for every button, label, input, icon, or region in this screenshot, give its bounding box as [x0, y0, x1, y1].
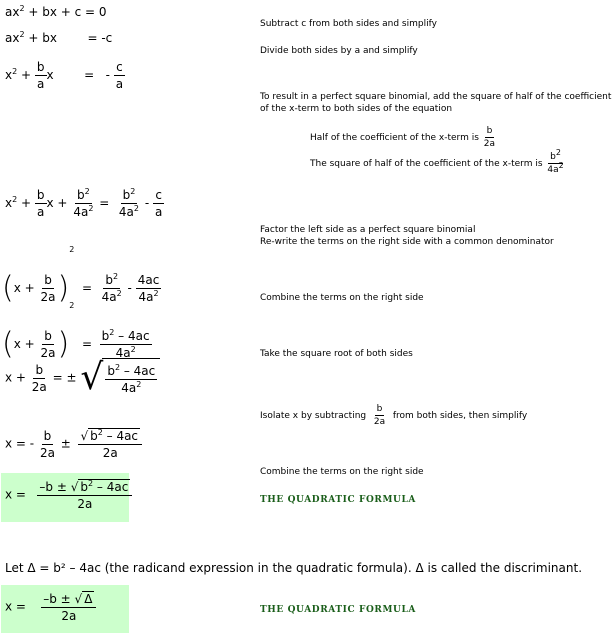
equation-divide-a: $x^2$ + $\frac{b}{a}$ x = - $\frac{c}{a}$ — [5, 60, 124, 91]
step-note-combine-2: Combine the terms on the right side — [260, 467, 424, 477]
equation-square-root: x + $\frac{b}{2a}$ = ± √ $\frac{b^2 - 4ac}{4a^2}$ — [5, 358, 160, 398]
square-half-label: The square of half of the coefficient of the x-term is — [310, 159, 543, 169]
equation-isolate-x: x = - $\frac{b}{2a}$ ± $\frac{√ b^2 - 4ac}{2a}$ — [5, 428, 142, 460]
half-coefficient-label: Half of the coefficient of the x-term is — [310, 133, 479, 143]
equation-standard-form: $ax^2$ + bx + c = 0 — [5, 4, 107, 19]
step-note-sqrt: Take the square root of both sides — [260, 349, 413, 359]
equation-add-square: $x^2$ + $\frac{b}{a}$ x + $\frac{b^2}{4a^2}$ = $\frac{b^2}{4a^2}$ - $\frac{c}{a}$ — [5, 187, 163, 219]
step-note-subtract: Subtract c from both sides and simplify — [260, 19, 437, 29]
equation-subtract-c: $ax^2$ + bx = -c — [5, 30, 113, 45]
isolate-note-pre: Isolate x by subtracting — [260, 411, 367, 421]
step-note-isolate: Isolate x by subtracting $\frac{b}{2a}$ from both sides, then simplify — [260, 404, 528, 427]
step-note-divide: Divide both sides by a and simplify — [260, 46, 418, 56]
square-half-line: The square of half of the coefficient of the x-term is $\frac{b2}{4a2}$ — [310, 148, 564, 175]
step-note-factor-2: Re-write the terms on the right side with a common denominator — [260, 237, 554, 247]
half-coefficient-line: Half of the coefficient of the x-term is $\frac{b}{2a}$ — [310, 126, 496, 149]
equation-combined: (x + $\frac{b}{2a}$ )$^2$ = $\frac{b^2 - 4ac}{4a^2}$ — [2, 301, 150, 362]
isolate-note-post: from both sides, then simplify — [392, 411, 528, 421]
quadratic-formula-delta: x = $\frac{-b \pm √ \Delta}{2a}$ — [5, 591, 96, 623]
quadratic-formula-label: THE QUADRATIC FORMULA — [260, 495, 416, 505]
step-note-factor-1: Factor the left side as a perfect square binomial — [260, 225, 476, 235]
step-note-perfect-square-2: of the x-term to both sides of the equation — [260, 104, 453, 114]
quadratic-formula: x = $\frac{-b \pm √ b^2 - 4ac}{2a}$ — [5, 479, 132, 511]
equation-factored: (x + $\frac{b}{2a}$ )$^2$ = $\frac{b^2}{4a^2}$ - $\frac{4ac}{4a^2}$ — [2, 245, 160, 306]
step-note-combine: Combine the terms on the right side — [260, 293, 424, 303]
quadratic-formula-label-2: THE QUADRATIC FORMULA — [260, 605, 416, 615]
discriminant-sentence: Let Δ = b² – 4ac (the radicand expression in the quadratic formula). Δ is called the discriminant. — [5, 561, 583, 575]
step-note-perfect-square-1: To result in a perfect square binomial, add the square of half of the coefficient — [260, 92, 612, 102]
